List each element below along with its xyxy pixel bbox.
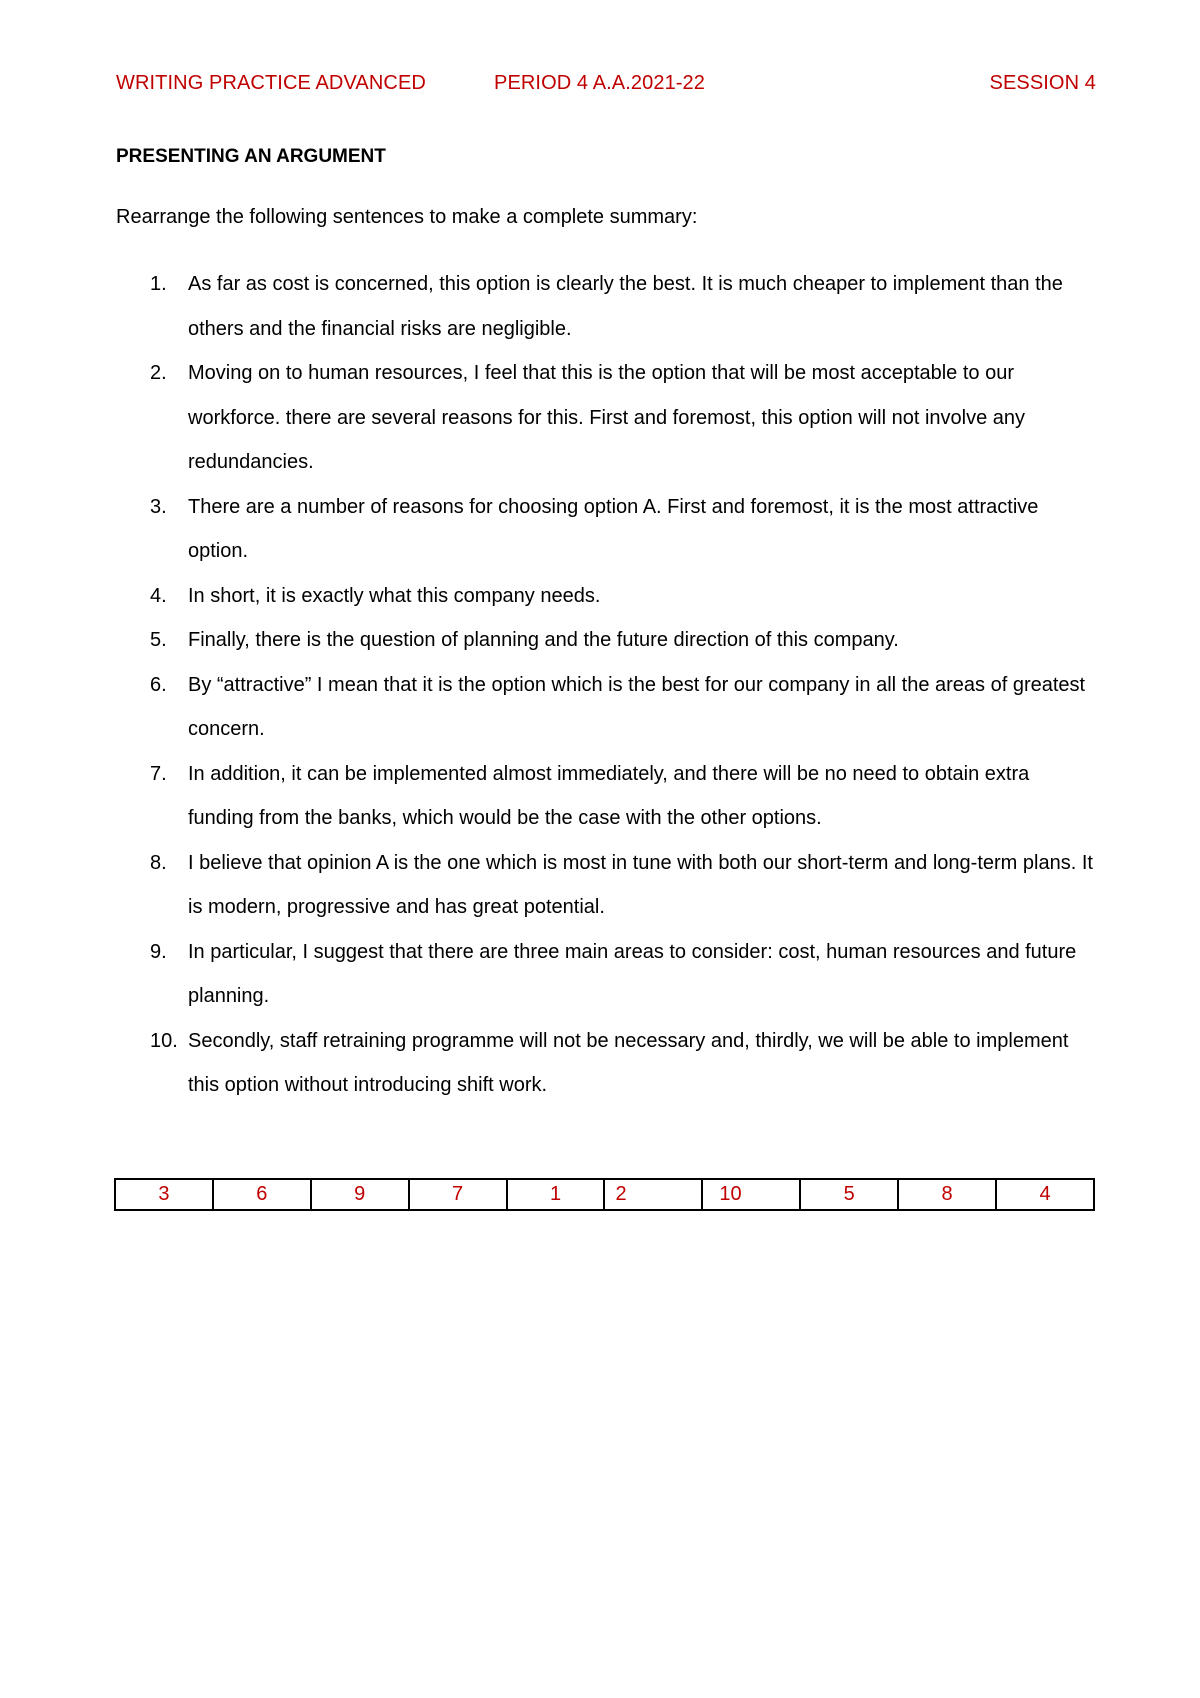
list-item-text: Moving on to human resources, I feel that this is the option that will be most acceptable to our workforce. there are several reasons for this. First and foremost, this option will not involve any redundancies.: [188, 362, 1026, 473]
list-item-number: 5.: [150, 629, 167, 651]
answer-order-table: [114, 1178, 1095, 1211]
list-item-text: By “attractive” I mean that it is the option which is the best for our company in all the areas of greatest concern.: [188, 673, 1086, 740]
list-item-text: Secondly, staff retraining programme will not be necessary and, thirdly, we will be able to implement this option without introducing shift work.: [188, 1029, 1069, 1096]
answer-cell: 5: [800, 1179, 898, 1210]
list-item-number: 8.: [150, 851, 167, 874]
list-item: [116, 1019, 1096, 1108]
list-item-number: 6.: [150, 673, 167, 696]
list-item-number: 2.: [150, 362, 167, 384]
list-item-text: In short, it is exactly what this company needs.: [188, 584, 601, 607]
list-item: [116, 618, 1096, 663]
list-item: [116, 752, 1096, 841]
table-row: [115, 1179, 1094, 1210]
list-item: [116, 663, 1096, 752]
exercise-instruction: Rearrange the following sentences to make a complete summary:: [116, 206, 698, 228]
list-item-number: 10.: [150, 1029, 178, 1052]
list-item-number: 3.: [150, 495, 167, 518]
list-item-text: In addition, it can be implemented almost immediately, and there will be no need to obtain extra funding from the banks, which would be the case with the other options.: [188, 762, 1030, 829]
answer-cell: 1: [507, 1179, 605, 1210]
list-item: [116, 262, 1096, 351]
sentence-list: [116, 262, 1096, 1108]
answer-cell: 6: [213, 1179, 311, 1210]
list-item-number: 9.: [150, 940, 167, 963]
header-period: PERIOD 4 A.A.2021-22: [494, 72, 706, 94]
list-item-number: 4.: [150, 584, 167, 607]
list-item: [116, 930, 1096, 1019]
answer-cell: 8: [898, 1179, 996, 1210]
list-item: [116, 351, 1096, 485]
list-item-text: In particular, I suggest that there are three main areas to consider: cost, human resources and future planning.: [188, 940, 1077, 1007]
answer-cell: 7: [409, 1179, 507, 1210]
list-item-number: 1.: [150, 273, 167, 295]
exercise-title: PRESENTING AN ARGUMENT: [116, 146, 386, 167]
list-item: [116, 485, 1096, 574]
header-session: SESSION 4: [989, 72, 1096, 94]
answer-cell: 10: [702, 1179, 800, 1210]
header-course-title: WRITING PRACTICE ADVANCED: [116, 72, 426, 94]
list-item-text: As far as cost is concerned, this option is clearly the best. It is much cheaper to implement than the others and the financial risks are negligible.: [188, 273, 1063, 340]
answer-cell: 9: [311, 1179, 409, 1210]
list-item-number: 7.: [150, 762, 167, 785]
answer-cell: 2: [604, 1179, 702, 1210]
list-item-text: I believe that opinion A is the one which is most in tune with both our short-term and long-term plans. It is modern, progressive and has great potential.: [188, 851, 1093, 918]
answer-cell: 4: [996, 1179, 1094, 1210]
page-header: [116, 72, 1096, 102]
list-item-text: There are a number of reasons for choosing option A. First and foremost, it is the most attractive option.: [188, 495, 1039, 562]
list-item-text: Finally, there is the question of planning and the future direction of this company.: [188, 629, 899, 651]
list-item: [116, 841, 1096, 930]
list-item: [116, 574, 1096, 619]
answer-cell: 3: [115, 1179, 213, 1210]
